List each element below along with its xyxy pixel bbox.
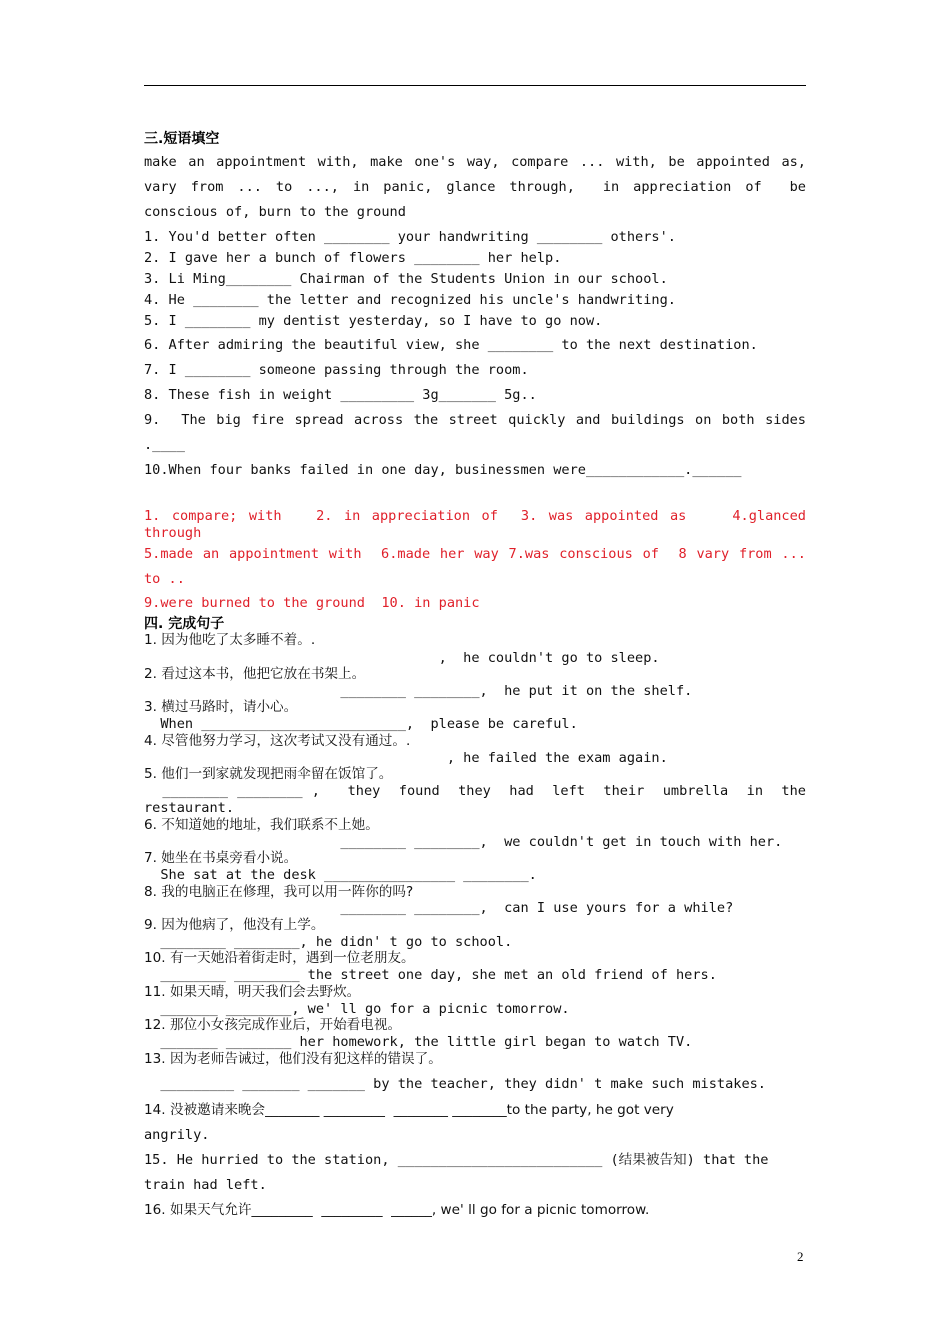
english-answer-line: ________ ________, can I use yours for a while? xyxy=(144,900,734,916)
section4-heading: 四. 完成句子 xyxy=(144,616,225,632)
chinese-prompt-line: 5. 他们一到家就发现把雨伞留在饭馆了。 xyxy=(144,766,393,782)
english-answer-line: ________ ________ the street one day, she met an old friend of hers. xyxy=(144,967,717,983)
chinese-prompt-line: 6. 不知道她的地址，我们联系不上她。 xyxy=(144,817,379,833)
chinese-prompt-line: 3. 横过马路时，请小心。 xyxy=(144,699,298,715)
english-answer-line: ________ ________, he put it on the shelf. xyxy=(144,683,693,699)
chinese-prompt-line: 14. 没被邀请来晚会________ _________ ________ ________to the party, he got very xyxy=(144,1102,674,1118)
english-answer-line: _______ ________, we' ll go for a picnic tomorrow. xyxy=(144,1001,570,1017)
chinese-prompt-line: 11. 如果天晴，明天我们会去野炊。 xyxy=(144,984,361,1000)
phrase-line: make an appointment with, make one's way, compare ... with, be appointed as, xyxy=(144,154,806,170)
question-line: 3. Li Ming________ Chairman of the Students Union in our school. xyxy=(144,271,668,287)
english-answer-line: ________ ________, we couldn't get in touch with her. xyxy=(144,834,783,850)
question-line: 1. You'd better often ________ your handwriting ________ others'. xyxy=(144,229,676,245)
chinese-prompt-line: 1. 因为他吃了太多睡不着。. xyxy=(144,632,316,648)
english-answer-line: , he failed the exam again. xyxy=(144,750,668,766)
answer-line: 9.were burned to the ground 10. in panic xyxy=(144,595,480,611)
answer-line: to .. xyxy=(144,571,185,587)
question-line: 4. He ________ the letter and recognized his uncle's handwriting. xyxy=(144,292,676,308)
question-line: 2. I gave her a bunch of flowers ________ her help. xyxy=(144,250,562,266)
chinese-prompt-line: 8. 我的电脑正在修理，我可以用一阵你的吗? xyxy=(144,884,414,900)
question-line: 8. These fish in weight _________ 3g_______ 5g.. xyxy=(144,387,537,403)
page-number: 2 xyxy=(797,1249,804,1264)
question-line: 10.When four banks failed in one day, businessmen were____________.______ xyxy=(144,462,742,478)
section3-heading: 三.短语填空 xyxy=(144,131,220,147)
header-rule xyxy=(144,85,806,86)
question-line: 6. After admiring the beautiful view, she ________ to the next destination. xyxy=(144,337,758,353)
question-line: 5. I ________ my dentist yesterday, so I have to go now. xyxy=(144,313,603,329)
english-answer-line: _______ ________ her homework, the little girl began to watch TV. xyxy=(144,1034,693,1050)
english-answer-line: 15. He hurried to the station, _________________________ (结果被告知) that the xyxy=(144,1152,769,1168)
answer-line: through xyxy=(144,525,202,541)
phrase-line: vary from ... to ..., in panic, glance through, in appreciation of be xyxy=(144,179,806,195)
phrase-line: conscious of, burn to the ground xyxy=(144,204,406,220)
english-answer-line: _________ _______ _______ by the teacher, they didn' t make such mistakes. xyxy=(144,1076,766,1092)
english-answer-line: restaurant. xyxy=(144,800,235,816)
chinese-prompt-line: 16. 如果天气允许_________ _________ ______, we' ll go for a picnic tomorrow. xyxy=(144,1202,650,1218)
question-line: 7. I ________ someone passing through the room. xyxy=(144,362,529,378)
chinese-prompt-line: 4. 尽管他努力学习，这次考试又没有通过。. xyxy=(144,733,411,749)
english-answer-line: angrily. xyxy=(144,1127,210,1143)
english-answer-line: When _________________________, please be careful. xyxy=(144,716,578,732)
chinese-prompt-line: 2. 看过这本书，他把它放在书架上。 xyxy=(144,666,366,682)
question-line: 9. The big fire spread across the street quickly and buildings on both sides xyxy=(144,412,806,428)
english-answer-line: ________ ________, he didn' t go to school. xyxy=(144,934,513,950)
english-answer-line: She sat at the desk ________________ ________. xyxy=(144,867,537,883)
chinese-prompt-line: 13. 因为老师告诫过，他们没有犯这样的错误了。 xyxy=(144,1051,442,1067)
chinese-prompt-line: 10. 有一天她沿着街走时，遇到一位老朋友。 xyxy=(144,950,415,966)
answer-line: 1. compare; with 2. in appreciation of 3. was appointed as 4.glanced xyxy=(144,508,806,524)
question-line: .____ xyxy=(144,437,185,453)
chinese-prompt-line: 9. 因为他病了，他没有上学。 xyxy=(144,917,325,933)
chinese-prompt-line: 12. 那位小女孩完成作业后，开始看电视。 xyxy=(144,1017,402,1033)
chinese-prompt-line: 7. 她坐在书桌旁看小说。 xyxy=(144,850,298,866)
english-answer-line: train had left. xyxy=(144,1177,267,1193)
answer-line: 5.made an appointment with 6.made her way 7.was conscious of 8 vary from ... xyxy=(144,546,806,562)
english-answer-line: ________ ________ , they found they had left their umbrella in the xyxy=(144,783,806,799)
english-answer-line: , he couldn't go to sleep. xyxy=(144,650,660,666)
